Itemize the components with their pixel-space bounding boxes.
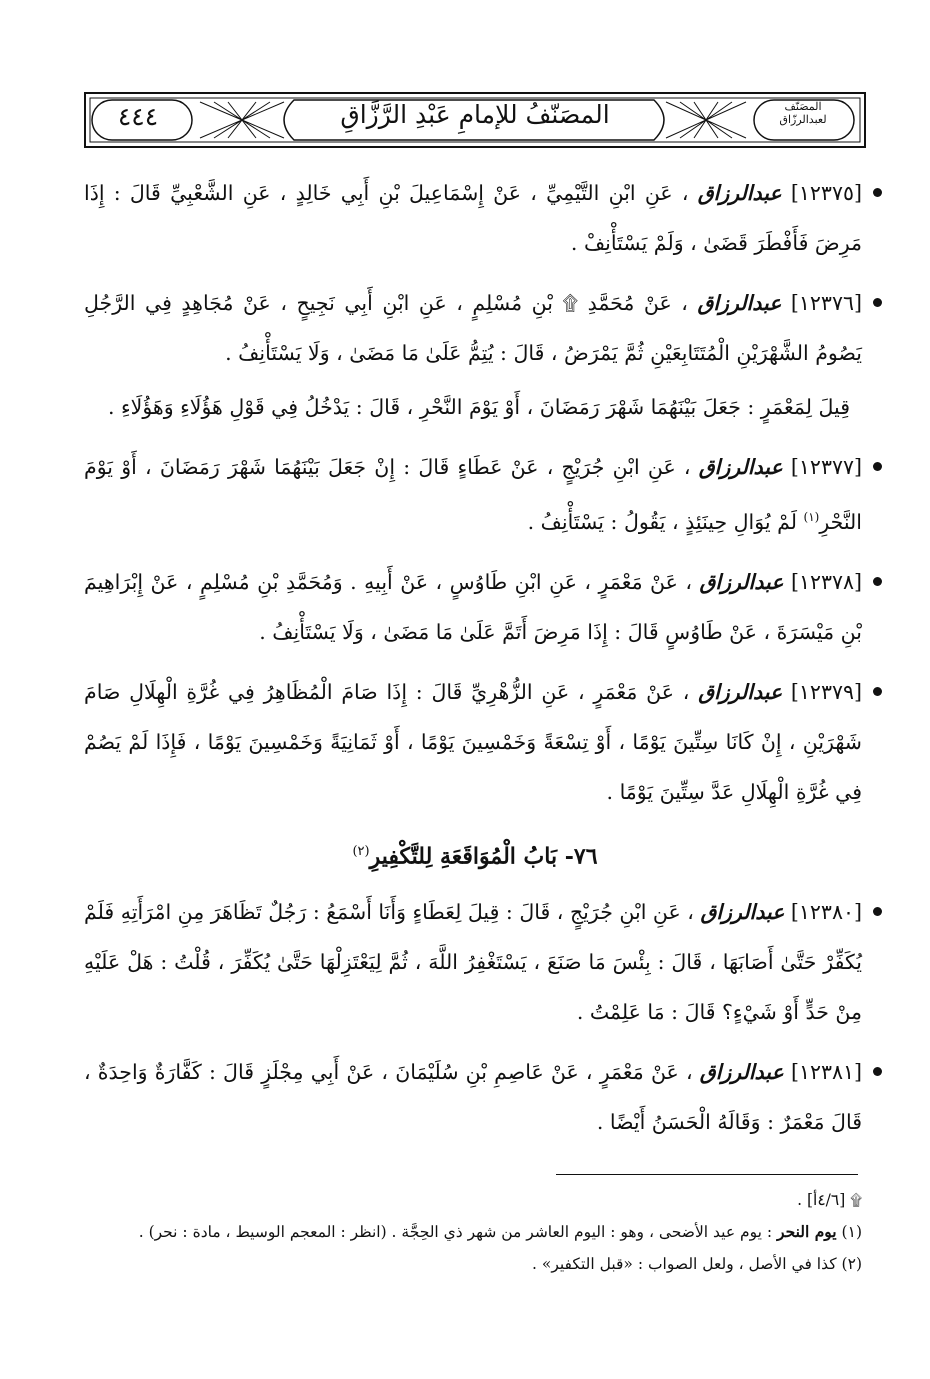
author-name: عبدالرزاق	[699, 569, 784, 594]
running-title: المصَنّفُ للإمامِ عَبْدِ الرَّزَّاقِ	[340, 100, 610, 129]
footnote-text: : يوم عيد الأضحى ، وهو : اليوم العاشر من شهر ذي الحِجَّة . (انظر : المعجم الوسيط ، مادة : نحر) .	[138, 1223, 773, 1241]
footnote-1	[84, 1216, 866, 1248]
author-name: عبدالرزاق	[699, 1060, 784, 1085]
hadith-entry	[84, 667, 866, 817]
author-name: عبدالرزاق	[698, 455, 783, 479]
hadith-text: ، عَنِ ابْنِ جُرَيْجٍ ، عَنْ عَطَاءٍ قَالَ : إِنْ جَعَلَ بَيْنَهُمَا شَهْرَ رَمَضَانَ ، أَوْ يَوْمَ النَّحْرِ	[84, 455, 862, 534]
narrator-note: قِيلَ لِمَعْمَرٍ : جَعَلَ بَيْنَهُمَا شَهْرَ رَمَضَانَ ، أَوْ يَوْمَ النَّحْرِ ، قَالَ : يَدْخُلُ فِي قَوْلِ هَؤُلَاءِ وَهَؤُلَاءِ .	[107, 395, 850, 419]
hadith-number: [١٢٣٧٥]	[790, 181, 862, 205]
footnote-2	[84, 1248, 866, 1280]
hadith-number: [١٢٣٧٩]	[790, 679, 862, 704]
bullet-icon	[873, 907, 882, 916]
hadith-text: ، عَنْ مُحَمَّدِ ۩ بْنِ مُسْلِمٍ ، عَنِ ابْنِ أَبِي نَجِيحٍ ، عَنْ مُجَاهِدٍ فِي الرَّجُلِ يَصُومُ الشَّهْرَيْنِ الْمُتَتَابِعَيْنِ ثُمَّ يَمْرَضُ ، قَالَ : يُتِمُّ عَلَىٰ مَا مَضَىٰ ، وَلَا يَسْتَأْنِفُ .	[84, 291, 862, 365]
hadith-text: ، عَنْ مَعْمَرٍ ، عَنْ عَاصِمِ بْنِ سُلَيْمَانَ ، عَنْ أَبِي مِجْلَزٍ قَالَ : كَفَّارَةٌ وَاحِدَةٌ ، قَالَ مَعْمَرٌ : وَقَالَهُ الْحَسَنُ أَيْضًا .	[84, 1060, 862, 1135]
bullet-icon	[873, 188, 882, 197]
author-name: عبدالرزاق	[700, 900, 785, 925]
page-number: ٤٤٤	[117, 102, 159, 131]
page-header	[84, 92, 866, 148]
main-text	[84, 168, 866, 1157]
hadith-text-cont: لَمْ يُوَالِ حِينَئِذٍ ، يَقُولُ : يَسْتَأْنِفُ .	[527, 509, 797, 534]
emblem-line-2: لعبدالرزّاق	[779, 113, 827, 126]
footnotes	[84, 1184, 866, 1280]
bullet-icon	[873, 687, 882, 696]
footnote-marker: (٢)	[352, 843, 370, 859]
hadith-number: [١٢٣٨٠]	[790, 900, 862, 925]
author-name: عبدالرزاق	[698, 679, 783, 704]
hadith-entry	[84, 557, 866, 657]
hadith-entry	[84, 442, 866, 547]
hadith-text: ، عَنِ ابْنِ التَّيْمِيِّ ، عَنْ إِسْمَاعِيلَ بْنِ أَبِي خَالِدٍ ، عَنِ الشَّعْبِيِّ قَالَ : إِذَا مَرِضَ فَأَفْطَرَ قَضَىٰ ، وَلَمْ يَسْتَأْنِفْ .	[84, 181, 862, 255]
hadith-number: [١٢٣٧٨]	[790, 569, 862, 594]
author-name: عبدالرزاق	[697, 291, 782, 315]
bullet-icon	[873, 577, 882, 586]
bullet-icon	[873, 298, 882, 307]
hadith-number: [١٢٣٨١]	[790, 1060, 862, 1085]
chapter-title: ٧٦- بَابُ الْمُوَاقَعَةِ لِلتَّكْفِيرِ	[369, 843, 598, 870]
footnote-marker: (١)	[803, 510, 820, 524]
hadith-text: ، عَنِ ابْنِ جُرَيْجٍ ، قَالَ : قِيلَ لِعَطَاءٍ وَأَنَا أَسْمَعُ : رَجُلٌ تَظَاهَرَ مِنِ امْرَأَتِهِ فَلَمْ يُكَفِّرْ حَتَّىٰ أَصَابَهَا ، قَالَ : بِئْسَ مَا صَنَعَ ، يَسْتَغْفِرُ اللَّهَ ، ثُمَّ لِيَعْتَزِلْهَا حَتَّىٰ يُكَفِّرَ ، قُلْتُ : هَلْ عَلَيْهِ مِنْ حَدٍّ أَوْ شَيْءٍ؟ قَالَ : مَا عَلِمْتُ .	[84, 900, 862, 1025]
footnote-text: كذا في الأصل ، ولعل الصواب : «قبل التكفير» .	[531, 1255, 837, 1273]
footnote-divider	[556, 1174, 858, 1175]
footnote-number: (٢)	[841, 1255, 862, 1273]
hadith-entry	[84, 168, 866, 268]
bullet-icon	[873, 462, 882, 471]
hadith-entry	[84, 1047, 866, 1147]
hadith-text: ، عَنْ مَعْمَرٍ ، عَنِ الزُّهْرِيِّ قَالَ : إِذَا صَامَ الْمُظَاهِرُ فِي غُرَّةِ الْهِلَالِ صَامَ شَهْرَيْنِ ، إِنْ كَانَا سِتِّينَ يَوْمًا ، أَوْ تِسْعَةً وَخَمْسِينَ يَوْمًا ، أَوْ ثَمَانِيَةً وَخَمْسِينَ يَوْمًا ، فَإِذَا لَمْ يَصُمْ فِي غُرَّةِ الْهِلَالِ عَدَّ سِتِّينَ يَوْمًا .	[84, 679, 862, 804]
bullet-icon	[873, 1067, 882, 1076]
hadith-number: [١٢٣٧٧]	[790, 455, 862, 479]
hadith-number: [١٢٣٧٦]	[790, 291, 862, 315]
chapter-heading	[84, 827, 866, 881]
book-emblem	[748, 100, 858, 126]
hadith-text: ، عَنْ مَعْمَرٍ ، عَنِ ابْنِ طَاوُسٍ ، عَنْ أَبِيهِ . وَمُحَمَّدِ بْنِ مُسْلِمٍ ، عَنْ إِبْرَاهِيمَ بْنِ مَيْسَرَةَ ، عَنْ طَاوُسٍ قَالَ : إِذَا مَرِضَ أَتَمَّ عَلَىٰ مَا مَضَىٰ ، وَلَا يَسْتَأْنِفُ .	[84, 569, 862, 644]
author-name: عبدالرزاق	[697, 181, 782, 205]
emblem-line-1: المصَنّف	[784, 100, 822, 113]
footnote-number: (١)	[841, 1223, 862, 1241]
hadith-entry	[84, 278, 866, 378]
hadith-entry	[84, 887, 866, 1037]
manuscript-reference: ۩ [٤/٦أ] .	[797, 1191, 862, 1209]
footnote-term: يوم النحر	[777, 1222, 837, 1241]
